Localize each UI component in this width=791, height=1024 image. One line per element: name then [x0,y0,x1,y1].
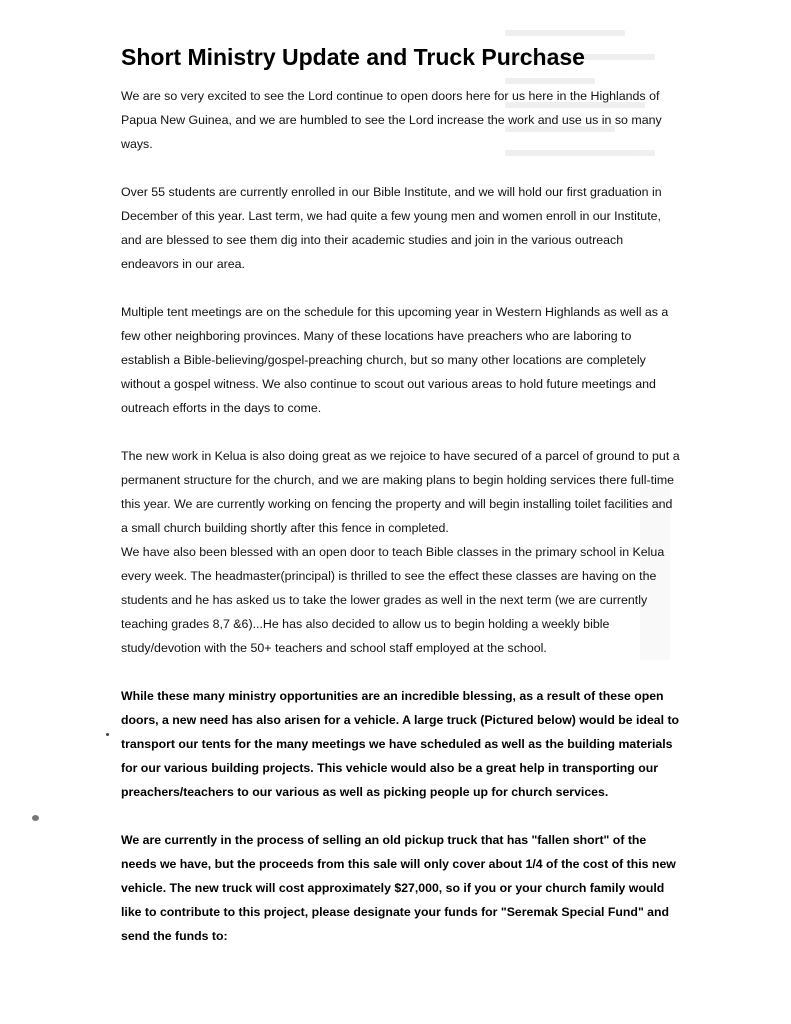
document-body [121,44,681,948]
scan-speck [106,733,109,736]
tent-meetings-paragraph: Multiple tent meetings are on the schedule for this upcoming year in Western Highlands as well as a few other neighboring provinces. Many of these locations have preachers who are laboring to establish a Bible-believing/gospel-preaching church, but so many other locations are completely without a gospel witness. We also continue to scout out various areas to hold future meetings and outreach efforts in the days to come. [121,305,669,415]
truck-purchase-paragraph: We are currently in the process of selling an old pickup truck that has "fallen short" of the needs we have, but the proceeds from this sale will only cover about 1/4 of the cost of this new vehicle. The new truck will cost approximately $27,000, so if you or your church family would like to contribute to this project, please designate your funds for "Seremak Special Fund" and send the funds to: [121,833,676,943]
intro-paragraph: We are so very excited to see the Lord continue to open doors here for us here in the Highlands of Papua New Guinea, and we are humbled to see the Lord increase the work and use us in so many ways. [121,89,662,151]
scan-speck [32,815,39,821]
vehicle-need-paragraph: While these many ministry opportunities are an incredible blessing, as a result of these open doors, a new need has also arisen for a vehicle. A large truck (Pictured below) would be ideal to transport our tents for the many meetings we have scheduled as well as the building materials for our various building projects. This vehicle would also be a great help in transporting our preachers/teachers to our various as well as picking people up for church services. [121,689,680,799]
bible-institute-paragraph: Over 55 students are currently enrolled in our Bible Institute, and we will hold our first graduation in December of this year. Last term, we had quite a few young men and women enroll in our Institute, and are blessed to see them dig into their academic studies and join in the various outreach endeavors in our area. [121,185,662,271]
kelua-work-paragraph: The new work in Kelua is also doing great as we rejoice to have secured of a parcel of ground to put a permanent structure for the church, and we are making plans to begin holding services there full-time this year. We are currently working on fencing the property and will begin installing toilet facilities and a small church building shortly after this fence in completed. [121,449,680,535]
document-title: Short Ministry Update and Truck Purchase [121,44,585,70]
primary-school-paragraph: We have also been blessed with an open door to teach Bible classes in the primary school in Kelua every week. The headmaster(principal) is thrilled to see the effect these classes are having on the students and he has asked us to take the lower grades as well in the next term (we are currently teaching grades 8,7 &6)...He has also decided to allow us to begin holding a weekly bible study/devotion with the 50+ teachers and school staff employed at the school. [121,545,665,655]
